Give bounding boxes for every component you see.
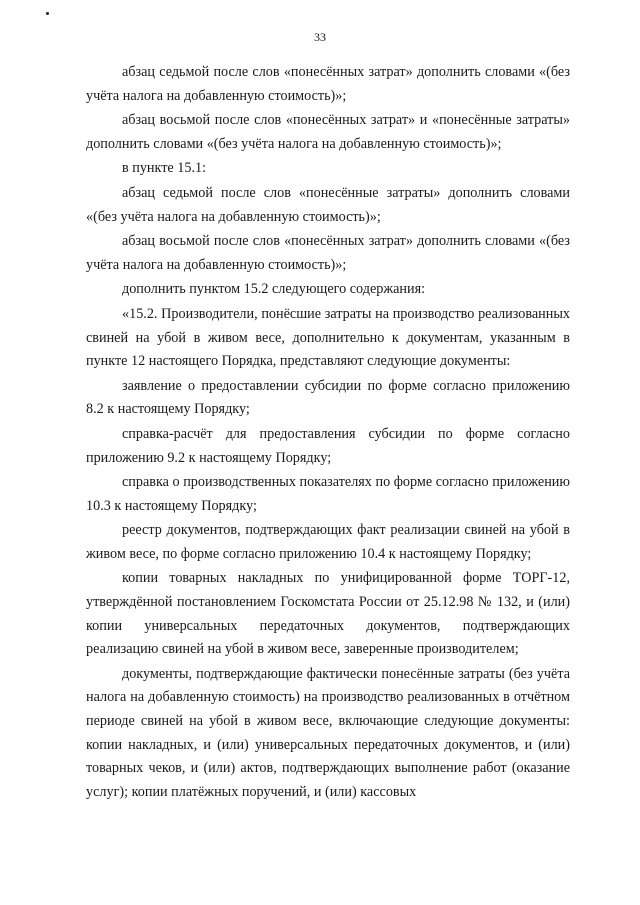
- paragraph: реестр документов, подтверждающих факт реализации свиней на убой в живом весе, по форме согласно приложению 10.4 к настоящему Порядку;: [86, 522, 570, 562]
- paragraph: заявление о предоставлении субсидии по форме согласно приложению 8.2 к настоящему Порядку;: [86, 377, 570, 418]
- paragraph: справка-расчёт для предоставления субсидии по форме согласно приложению 9.2 к настоящему Порядку;: [86, 425, 570, 466]
- paragraph: в пункте 15.1:: [122, 160, 207, 177]
- paragraph: абзац восьмой после слов «понесённых затрат» и «понесённые затраты» дополнить словами «(без учёта налога на добавленную стоимость)»;: [86, 112, 570, 152]
- scan-mark: [46, 12, 49, 15]
- page-number: 33: [314, 30, 326, 44]
- paragraph: дополнить пунктом 15.2 следующего содержания:: [122, 281, 426, 298]
- paragraph: абзац седьмой после слов «понесённых затрат» дополнить словами «(без учёта налога на добавленную стоимость)»;: [86, 64, 570, 104]
- paragraph: документы, подтверждающие фактически понесённые затраты (без учёта налога на добавленную стоимость) на производство реализованных в отчётном периоде свиней на убой в живом весе, включающие следующие документы: копии накладных, и (или) универсальных передаточных документов, и (или) товарных чеков, и (или) актов, подтверждающих выполнение работ (оказание услуг); копии платёжных поручений, и (или) кассовых: [86, 665, 570, 800]
- paragraph: абзац седьмой после слов «понесённые затраты» дополнить словами «(без учёта налога на добавленную стоимость)»;: [86, 184, 570, 225]
- body-text: [86, 61, 570, 804]
- paragraph: справка о производственных показателях по форме согласно приложению 10.3 к настоящему Порядку;: [86, 474, 570, 514]
- paragraph: «15.2. Производители, понёсшие затраты на производство реализованных свиней на убой в живом весе, дополнительно к документам, указанным в пункте 12 настоящего Порядка, представляют следующие документы:: [86, 305, 570, 370]
- paragraph: абзац восьмой после слов «понесённых затрат» дополнить словами «(без учёта налога на добавленную стоимость)»;: [86, 233, 570, 273]
- paragraph: копии товарных накладных по унифицированной форме ТОРГ-12, утверждённой постановлением Госкомстата России от 25.12.98 № 132, и (или) копии универсальных передаточных документов, подтверждающих реализацию свиней на убой в живом весе, заверенные производителем;: [86, 570, 570, 658]
